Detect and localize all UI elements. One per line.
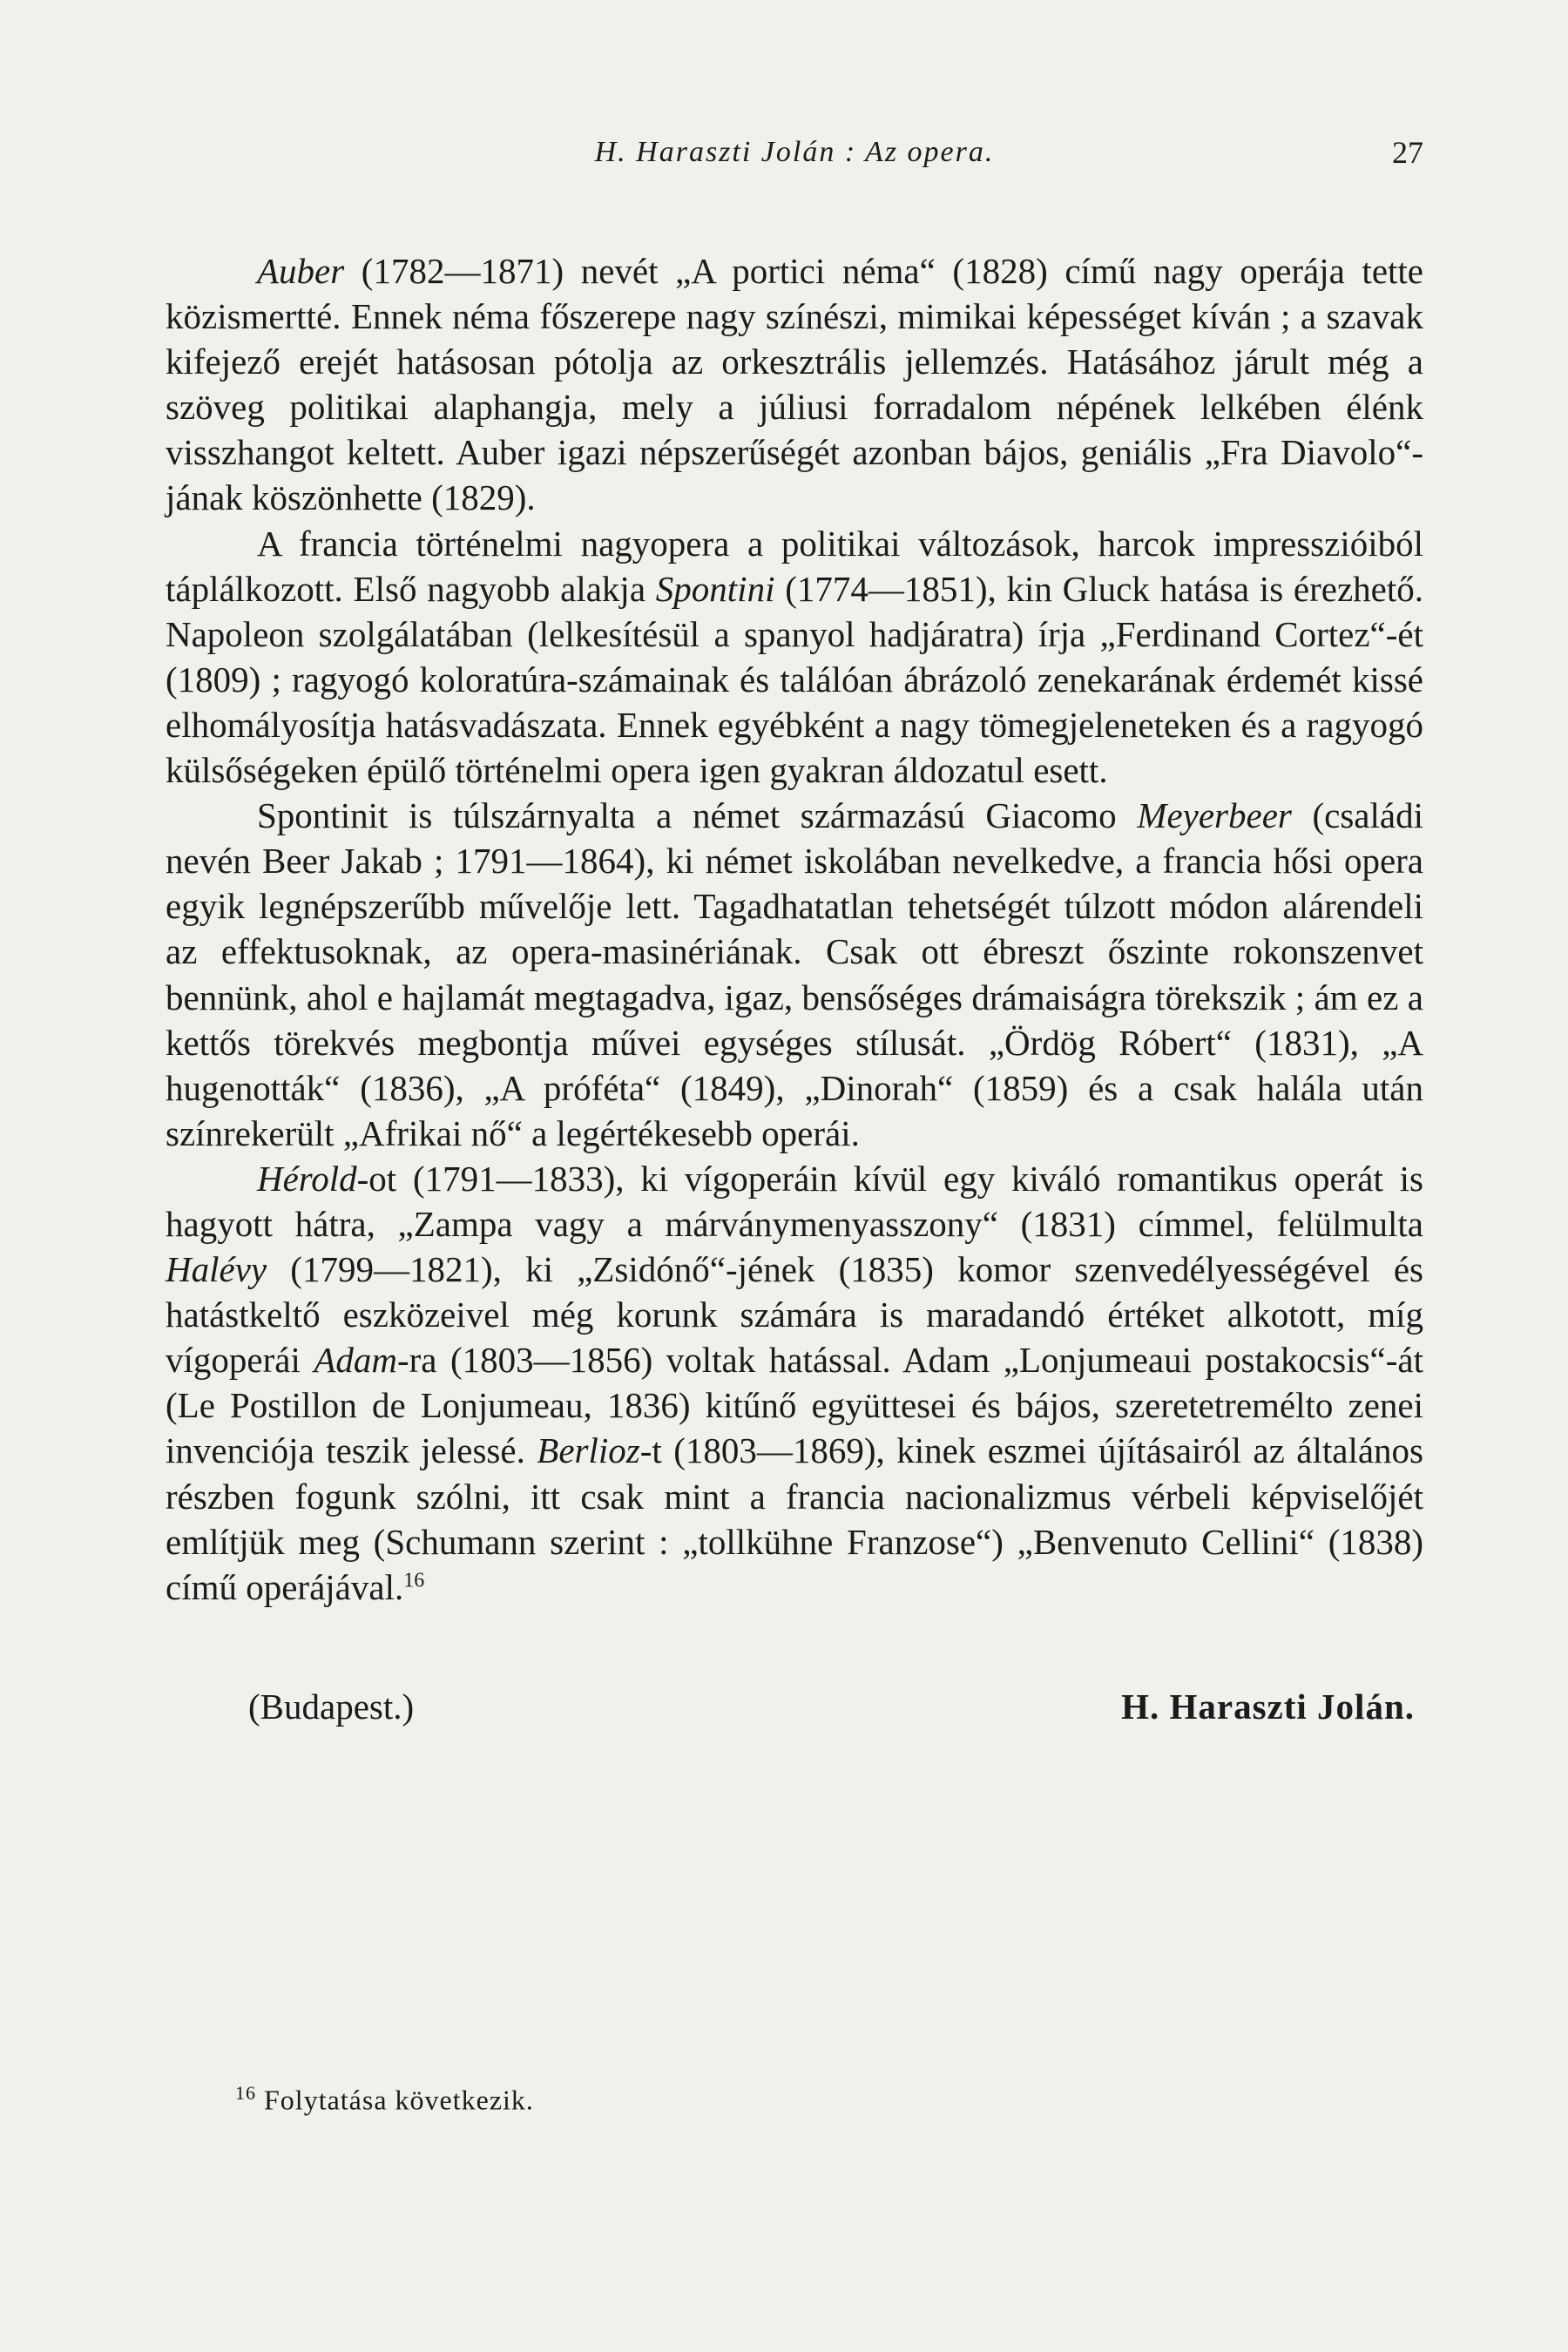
italic-name: Adam [314, 1340, 397, 1381]
text-run: -ot (1791—1833), ki vígoperáin kívül egy kiváló romantikus operát is hagyott hátra, „Zampa vagy a márványmenyasszony“ (1831) címmel, felülmulta [166, 1158, 1423, 1244]
italic-name: Berlioz [537, 1430, 640, 1471]
text-run: (1799—1821), ki „Zsidónő“-jének (1835) komor szenvedélyességével és hatástkeltő eszközeivel még korunk számára is maradandó értéket alkotott, míg vígoperái [166, 1249, 1423, 1381]
text-run: (1774—1851), kin Gluck hatása is érezhető. Napoleon szolgálatában (lelkesítésül a spanyol hadjáratra) írja „Ferdinand Cortez“-ét (1809) ; ragyogó koloratúra-számainak és találóan ábrázoló zenekarának érdemét kissé elhomályosítja hatásvadászata. Ennek egyébként a nagy tömegjeleneteken és a ragyogó külsőségeken épülő történelmi opera igen gyakran áldozatul esett. [166, 568, 1423, 791]
paragraph-meyerbeer [166, 793, 1423, 1156]
running-head: H. Haraszti Jolán : Az opera. [594, 136, 995, 168]
italic-name: Halévy [166, 1249, 267, 1290]
italic-name: Hérold [257, 1158, 357, 1199]
text-run: (1782—1871) nevét „A portici néma“ (1828) című nagy operája tette közismertté. Ennek néma főszerepe nagy színészi, mimikai képességet kíván ; a szavak kifejező erejét hatásosan pótolja az orkesztrális jellemzés. Hatásához járult még a szöveg politikai alaphangja, mely a júliusi forradalom népének lelkében élénk visszhangot keltett. Auber igazi népszerűségét azonban bájos, geniális „Fra Diavolo“-jának köszönhette (1829). [166, 251, 1423, 518]
italic-name: Auber [257, 251, 345, 291]
italic-name: Spontini [655, 568, 775, 609]
paragraph-herold [166, 1156, 1423, 1610]
author-signature: H. Haraszti Jolán. [1121, 1686, 1415, 1727]
page-number: 27 [1392, 135, 1423, 170]
footnote-number: 16 [235, 2082, 256, 2104]
signature-row [166, 1686, 1423, 1738]
text-run: A francia történelmi nagyopera a politikai változások, harcok impresszióiból táplálkozott. Első nagyobb alakja [166, 523, 1423, 609]
page-header [166, 131, 1423, 183]
footnote-text: Folytatása következik. [264, 2084, 534, 2116]
article-body [166, 248, 1423, 1610]
paragraph-auber [166, 248, 1423, 521]
place-of-writing: (Budapest.) [248, 1686, 415, 1727]
text-run: Spontinit is túlszárnyalta a német származású Giacomo [257, 795, 1138, 836]
footnote [235, 2082, 534, 2117]
italic-name: Meyerbeer [1137, 795, 1292, 836]
text-run: -ra (1803—1856) voltak hatással. Adam „Lonjumeaui postakocsis“-át (Le Postillon de Lonjumeau, 1836) kitűnő együttesei és bájos, szeretetremélto zenei invenciója teszik jelessé. [166, 1340, 1423, 1471]
paragraph-spontini [166, 521, 1423, 794]
text-run: (családi nevén Beer Jakab ; 1791—1864), ki német iskolában nevelkedve, a francia hősi opera egyik legnépszerűbb művelője lett. Tagadhatatlan tehetségét túlzott módon alárendeli az effektusoknak, az opera-masinériának. Csak ott ébreszt őszinte rokonszenvet bennünk, ahol e hajlamát megtagadva, igaz, bensőséges drámaiságra törekszik ; ám ez a kettős törekvés megbontja művei egységes stílusát. „Ördög Róbert“ (1831), „A hugenották“ (1836), „A próféta“ (1849), „Dinorah“ (1859) és a csak halála után színrekerült „Afrikai nő“ a legértékesebb operái. [166, 795, 1423, 1153]
text-run: -t (1803—1869), kinek eszmei újításairól az általános részben fogunk szólni, itt csak mint a francia nacionalizmus vérbeli képviselőjét említjük meg (Schumann szerint : „tollkühne Franzose“) „Benvenuto Cellini“ (1838) című operájával. [166, 1430, 1423, 1607]
footnote-ref: 16 [403, 1569, 425, 1592]
